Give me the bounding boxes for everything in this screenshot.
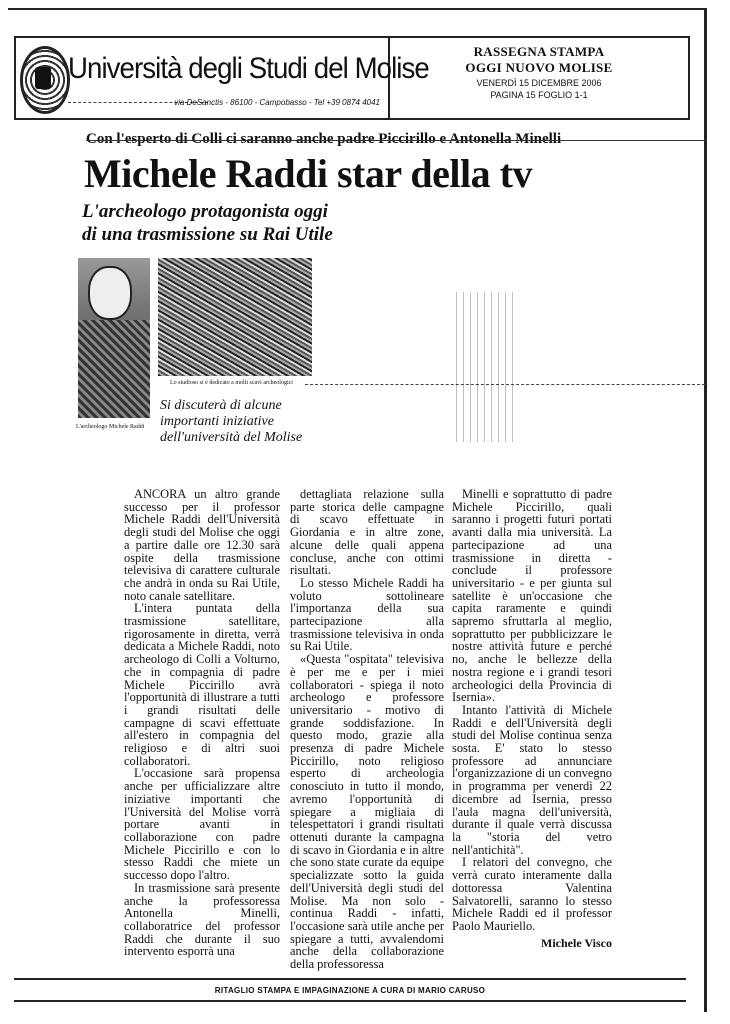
paragraph: Minelli e soprattutto di padre Michele Piccirillo, quali saranno i progetti futuri portati avanti dalla mia università. La partecipazione ad una trasmissione in diretta - conclude il professore universitario - e per giunta sul satellite è un'occasione che capita raramente e quindi sapremo sfruttarla al meglio, soprattutto per pubblicizzare le nostre attività future e perché no, anche le bellezze della nostra regione e i grandi tesori archeologici della Provincia di Isernia». (452, 487, 612, 705)
scan-artifact (456, 292, 516, 442)
photo-figure-head (88, 266, 132, 320)
paragraph: In trasmissione sarà presente anche la professoressa Antonella Minelli, collaboratrice del professor Raddi che durante il suo intervento esporrà una (124, 880, 280, 959)
masthead (14, 36, 690, 120)
paragraph: Lo stesso Michele Raddi ha voluto sottolineare l'importanza della sua partecipazione alla trasmissione televisiva in onda su Rai Utile. (290, 575, 444, 654)
article-author: Michele Visco (541, 935, 612, 950)
photo-person-caption: L'archeologo Michele Raddi (76, 424, 145, 430)
paragraph: L'occasione sarà propensa anche per ufficializzare altre iniziative importanti che l'Università del Molise vorrà portare avanti in collaborazione con padre Michele Piccirillo e con lo stesso Raddi che miete un successo dopo l'altro. (124, 766, 280, 883)
photo-figure-body (78, 320, 150, 418)
divider (86, 140, 706, 141)
photo-caption: Si discuterà di alcune importanti iniziative dell'università del Molise (160, 398, 303, 445)
divider (14, 978, 686, 980)
publication-date: VENERDÌ 15 DICEMBRE 2006 (476, 78, 602, 88)
photo-excavation (158, 258, 312, 376)
page-info: PAGINA 15 FOGLIO 1-1 (490, 90, 588, 100)
subhead-line: L'archeologo protagonista oggi (82, 201, 328, 222)
university-block (16, 38, 429, 118)
paragraph: «Questa "ospitata" televisiva è per me e per i miei collaboratori - spiega il noto archeologo e professore universitario - motivo di grande soddisfazione. In questo modo, grazie alla presenza di padre Michele Piccirillo, noto religioso esperto di archeologia conosciuto in tutto il mondo, avremo l'opportunità di spiegare a migliaia di telespettatori i grandi risultati ottenuti durante la campagna di scavo in Giordania e in altre che sono state curate da equipe specializzate sotto la guida dell'Università degli studi del Molise. Ma non solo - continua Raddi - infatti, l'occasione sarà utile anche per spiegare a tutti, avvalendomi anche della collaborazione della professoressa (290, 652, 444, 972)
footer-credit: RITAGLIO STAMPA E IMPAGINAZIONE A CURA DI MARIO CARUSO (214, 986, 486, 995)
article-column-3 (452, 488, 612, 949)
paragraph: dettagliata relazione sulla parte storica delle campagne di scavo effettuate in Giordania e in altre zone, alcune delle quali appena concluse, anche con ottimi risultati. (290, 487, 444, 578)
press-review-label: RASSEGNA STAMPA (473, 44, 605, 59)
press-review-block (390, 38, 688, 118)
divider (14, 1000, 686, 1002)
article-column-2 (290, 488, 444, 971)
university-name: Università degli Studi del Molise (68, 52, 429, 85)
paragraph: L'intera puntata della trasmissione satellitare, rigorosamente in diretta, verrà dedicata a Michele Raddi, noto archeologo di Colli a Volturno, che in compagnia di padre Michele Piccirillo avrà l'opportunità di illustrare a tutti i grandi risultati delle campagne di scavi effettuate all'estero in compagnia del religioso e di altri suoi collaboratori. (124, 601, 280, 768)
article-kicker: Con l'esperto di Colli ci saranno anche padre Piccirillo e Antonella Minelli (86, 131, 562, 147)
article-subhead (82, 200, 333, 246)
paragraph: I relatori del convegno, che verrà curato interamente dalla dottoressa Valentina Salvatorelli, saranno lo stesso Michele Raddi ed il professor Paolo Mauriello. (452, 855, 612, 933)
newspaper-name: OGGI NUOVO MOLISE (465, 60, 613, 75)
paragraph: ANCORA un altro grande successo per il professor Michele Raddi dell'Università degli studi del Molise che oggi a partire dalle ore 12.30 sarà ospite della trasmissione televisiva di carattere culturale che andrà in onda su Rai Utile, noto canale satellitare. (124, 487, 280, 603)
photo-archaeologist (78, 258, 150, 418)
subhead-line: di una trasmissione su Rai Utile (82, 224, 333, 245)
university-seal-icon (20, 46, 70, 114)
university-address: via DeSanctis - 86100 - Campobasso - Tel +39 0874 4041 (174, 98, 380, 107)
article-column-1 (124, 488, 280, 958)
paragraph: Intanto l'attività di Michele Raddi e dell'Università degli studi del Molise continua senza sosta. E' stato lo stesso professore ad annunciare l'organizzazione di un convegno in programma per venerdì 22 dicembre ad Isernia, presso l'aula magna dell'università, durante il quale verrà discussa la "storia del vetro nell'antichità". (452, 702, 612, 857)
photo-site-caption: Lo studioso si è dedicato a molti scavi archeologici (170, 380, 293, 386)
article-headline: Michele Raddi star della tv (84, 151, 532, 196)
